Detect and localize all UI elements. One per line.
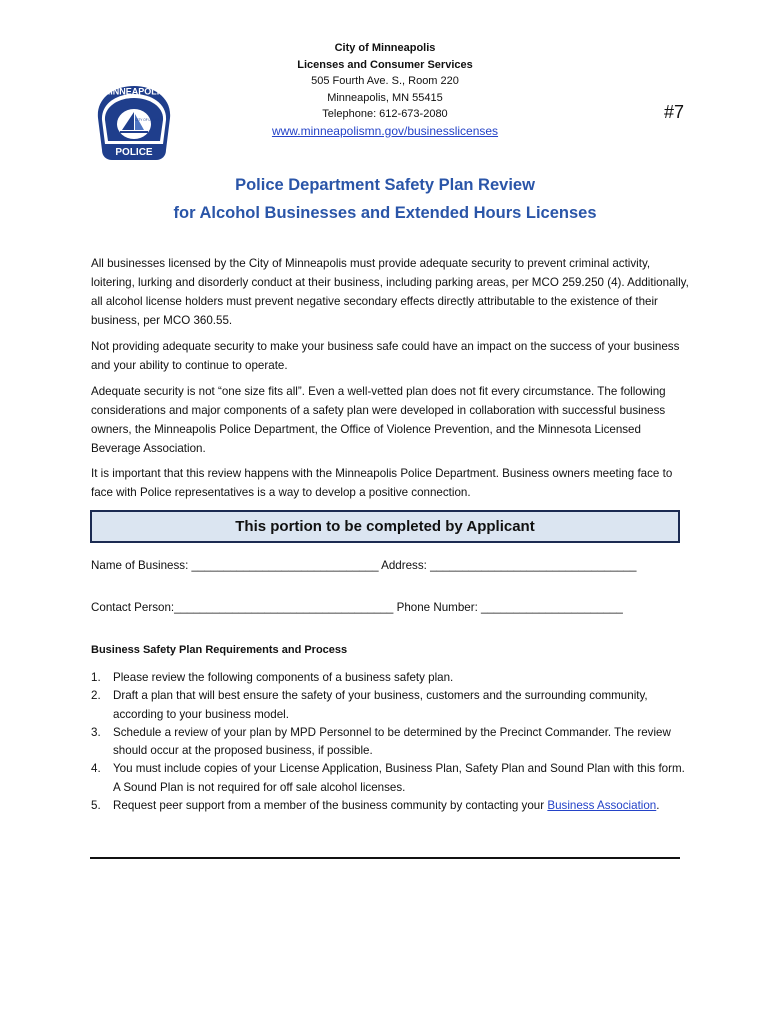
list-text: Request peer support from a member of the business community by contacting your [113,799,548,813]
list-item [91,687,691,724]
address-line-1: 505 Fourth Ave. S., Room 220 [311,75,459,87]
list-item [91,669,691,687]
list-text: You must include copies of your License Application, Business Plan, Safety Plan and Sound Plan with this form. A Sound Plan is not required for off sale alcohol licenses. [113,762,685,794]
bottom-divider [90,857,680,859]
department-name: Licenses and Consumer Services [297,58,473,71]
document-subtitle: for Alcohol Businesses and Extended Hours Licenses [173,204,597,222]
intro-paragraph: All businesses licensed by the City of Minneapolis must provide adequate security to prevent criminal activity, loitering, lurking and disorderly conduct at their business, including parking areas, per MCO 259.250 (4). Additionally, all alcohol license holders must prevent negative secondary effects directly attributable to the existence of their business, per MCO 360.55. [91,257,689,327]
list-number: 3. [91,725,101,739]
svg-text:POLICE: POLICE [115,147,153,158]
list-number: 2. [91,689,101,703]
applicant-section-banner [90,510,680,543]
list-item [91,760,691,797]
address-field[interactable]: ________________________________ [430,559,637,572]
svg-text:MINNEAPOLIS: MINNEAPOLIS [102,86,166,97]
list-text: Schedule a review of your plan by MPD Personnel to be determined by the Precinct Commander. The review should occur at the proposed business, if possible. [113,725,671,758]
business-name-label: Name of Business: [91,559,192,572]
phone-number-field[interactable]: ______________________ [481,601,623,614]
svg-text:CITY OF LAKES: CITY OF LAKES [135,118,159,122]
requirements-list [91,669,691,815]
list-number: 1. [91,671,101,684]
phone-number-label: Phone Number: [393,601,482,614]
considerations-paragraph: Adequate security is not “one size fits all”. Even a well-vetted plan does not fit every circumstance. The following considerations and major components of a safety plan were developed in collaboration with successful business owners, the Minneapolis Police Department, the Office of Violence Prevention, and the Minnesota Licensed Beverage Association. [91,385,666,455]
business-row [91,559,636,572]
security-paragraph: Not providing adequate security to make your business safe could have an impact on the success of your business and your ability to continue to operate. [91,340,680,372]
list-number: 4. [91,762,101,776]
document-title: Police Department Safety Plan Review [235,176,535,194]
website-link[interactable]: www.minneapolismn.gov/businesslicenses [271,123,499,138]
form-number: #7 [664,102,685,122]
business-association-link[interactable]: Business Association [547,799,657,813]
contact-person-label: Contact Person: [91,601,175,614]
contact-person-field[interactable]: __________________________________ [174,601,394,614]
requirements-heading: Business Safety Plan Requirements and Process [91,644,348,656]
contact-row [91,601,623,614]
list-text: Please review the following components of a business safety plan. [113,671,454,684]
review-paragraph: It is important that this review happens with the Minneapolis Police Department. Business owners meeting face to face with Police representatives is a way to develop a positive connection. [91,467,673,499]
list-item [91,797,691,815]
business-name-field[interactable]: _____________________________ [191,559,379,572]
address-line-2: Minneapolis, MN 55415 [327,91,443,104]
city-name: City of Minneapolis [334,42,436,54]
telephone: Telephone: 612-673-2080 [322,108,448,120]
address-label: Address: [378,559,431,572]
police-badge-logo [92,84,176,162]
list-text-end: . [656,799,660,813]
list-item [91,724,691,761]
list-number: 5. [91,799,101,813]
applicant-section-label: This portion to be completed by Applicant [235,518,535,535]
list-text: Draft a plan that will best ensure the safety of your business, customers and the surrounding community, according to your business model. [113,689,648,721]
